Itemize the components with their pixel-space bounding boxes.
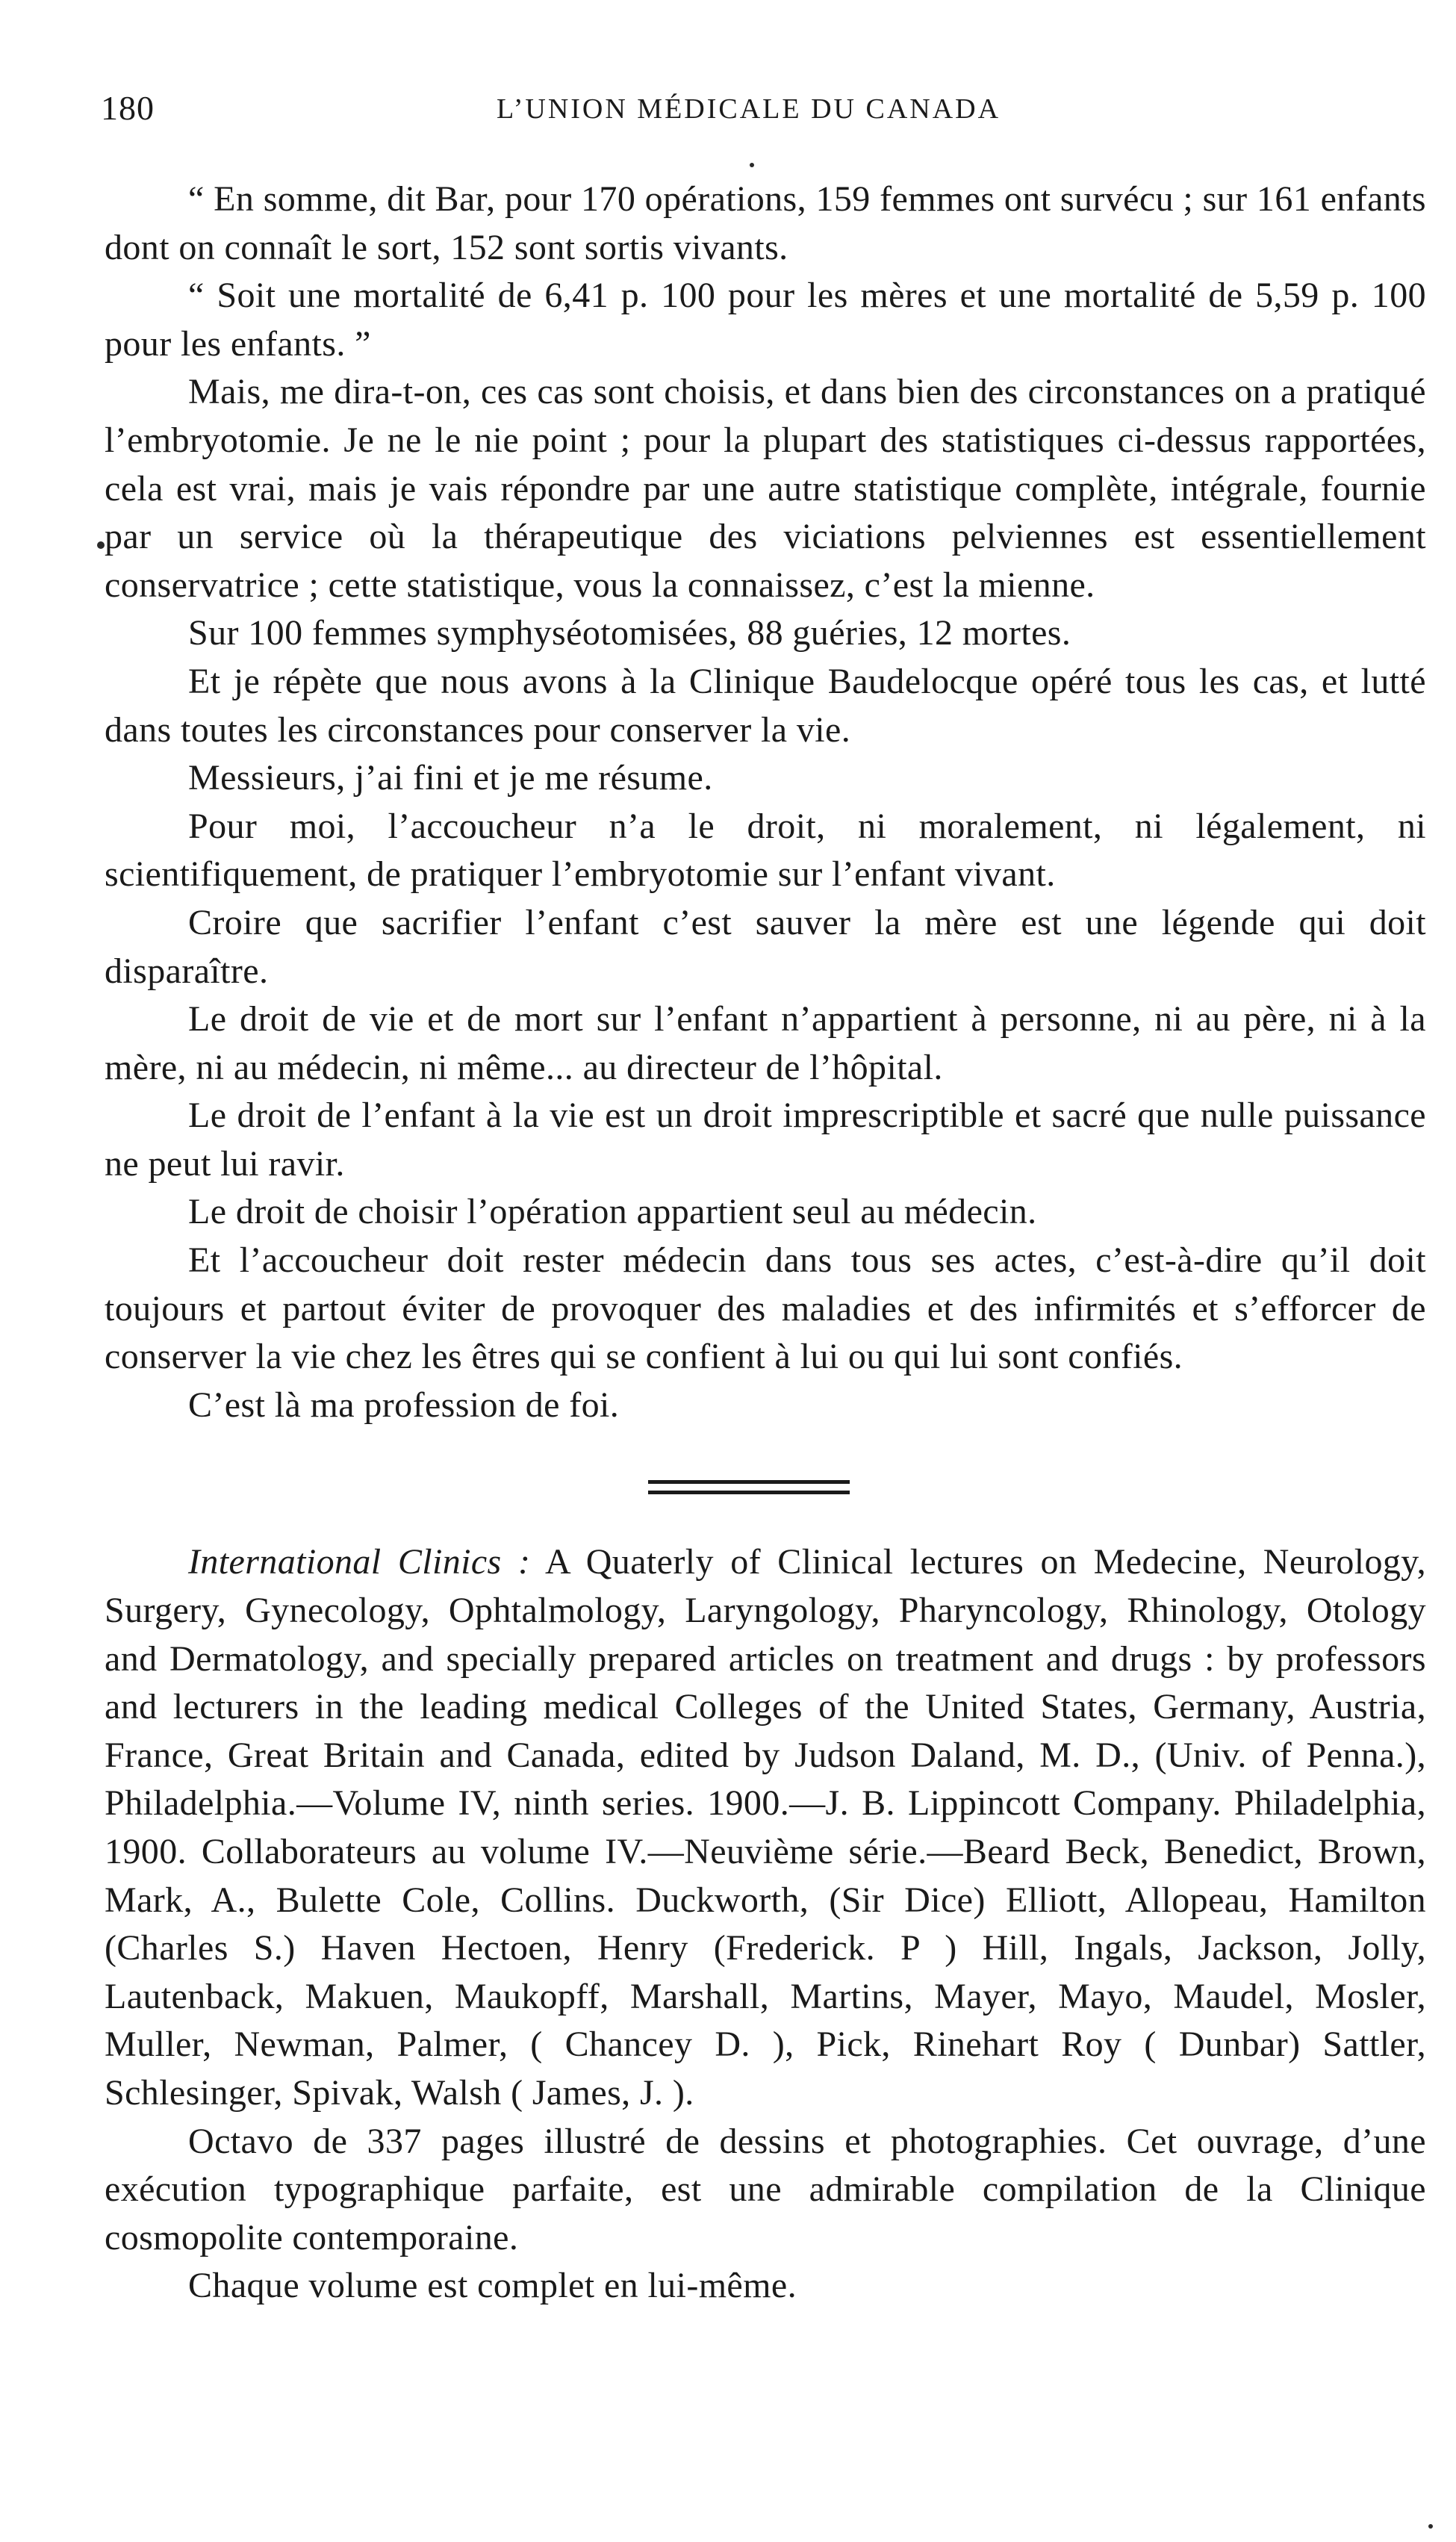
running-header bbox=[101, 88, 1430, 133]
paragraph: C’est là ma profession de foi. bbox=[188, 1385, 620, 1425]
paragraph: Et l’accoucheur doit rester médecin dans tous ses actes, c’est-à-dire qu’il doit toujours et partout éviter de provoquer des maladies et des infirmités et s’efforcer de conserver la vie chez les êtres qui se confient à lui ou qui lui sont confiés. bbox=[105, 1240, 1426, 1377]
paragraph: Et je répète que nous avons à la Clinique Baudelocque opéré tous les cas, et lutté dans toutes les circonstances pour conserver la vie. bbox=[105, 661, 1426, 750]
review-paragraph: Octavo de 337 pages illustré de dessins et photographies. Cet ouvrage, d’une exécution typographique parfaite, est une admirable compilation de la Clinique cosmopolite contemporaine. bbox=[105, 2121, 1426, 2257]
ink-speck bbox=[1428, 2524, 1433, 2529]
review-paragraph: Chaque volume est complet en lui-même. bbox=[188, 2266, 797, 2306]
divider-line bbox=[648, 1491, 850, 1494]
review-title: International Clinics : bbox=[188, 1542, 531, 1582]
article-body bbox=[105, 175, 1426, 2311]
paragraph: “ Soit une mortalité de 6,41 p. 100 pour les mères et une mortalité de 5,59 p. 100 pour les enfants. ” bbox=[105, 276, 1426, 364]
page-number: 180 bbox=[101, 89, 155, 127]
section-divider bbox=[105, 1449, 1426, 1538]
book-review bbox=[105, 1538, 1426, 2311]
paragraph: Mais, me dira-t-on, ces cas sont choisis, et dans bien des circonstances on a pratiqué l’embryotomie. Je ne le nie point ; pour la plupart des statistiques ci-dessus rapportées, cela est vrai, mais je vais répondre par une autre statistique complète, intégrale, fournie par un service où la thérapeutique des viciations pelviennes est essentiellement conservatrice ; cette statistique, vous la connaissez, c’est la mienne. bbox=[105, 372, 1426, 605]
paragraph: Messieurs, j’ai fini et je me résume. bbox=[188, 758, 713, 798]
paragraph: Croire que sacrifier l’enfant c’est sauver la mère est une légende qui doit disparaître. bbox=[105, 902, 1426, 991]
paragraph: Sur 100 femmes symphyséotomisées, 88 guéries, 12 mortes. bbox=[188, 613, 1071, 653]
paragraph: “ En somme, dit Bar, pour 170 opérations, 159 femmes ont survécu ; sur 161 enfants dont on connaît le sort, 152 sont sortis vivants. bbox=[105, 179, 1426, 267]
paragraph: Le droit de choisir l’opération appartient seul au médecin. bbox=[188, 1192, 1037, 1232]
journal-title: L’UNION MÉDICALE DU CANADA bbox=[497, 93, 1001, 125]
paragraph: Pour moi, l’accoucheur n’a le droit, ni moralement, ni légalement, ni scientifiquement, de pratiquer l’embryotomie sur l’enfant vivant. bbox=[105, 806, 1426, 895]
review-body: A Quaterly of Clinical lectures on Medecine, Neurology, Surgery, Gynecology, Ophtalmology, Laryngology, Pharyncology, Rhinology, Otology and Dermatology, and specially prepared articles on treatment and drugs : by professors and lecturers in the leading medical Colleges of the United States, Germany, Austria, France, Great Britain and Canada, edited by Judson Daland, M. D., (Univ. of Penna.), Philadelphia.—Volume IV, ninth series. 1900.—J. B. Lippincott Company. Philadelphia, 1900. Collaborateurs au volume IV.—Neuvième série.—Beard Beck, Benedict, Brown, Mark, A., Bulette Cole, Collins. Duckworth, (Sir Dice) Elliott, Allopeau, Hamilton (Charles S.) Haven Hectoen, Henry (Frederick. P ) Hill, Ingals, Jackson, Jolly, Lautenback, Makuen, Maukopff, Marshall, Martins, Mayer, Mayo, Maudel, Mosler, Muller, Newman, Palmer, ( Chancey D. ), Pick, Rinehart Roy ( Dunbar) Sattler, Schlesinger, Spivak, Walsh ( James, J. ). bbox=[105, 1542, 1426, 2113]
ink-speck bbox=[97, 541, 105, 549]
paragraph: Le droit de vie et de mort sur l’enfant n’appartient à personne, ni au père, ni à la mère, ni au médecin, ni même... au directeur de l’hôpital. bbox=[105, 999, 1426, 1087]
divider-line bbox=[648, 1480, 850, 1484]
review-entry bbox=[105, 1538, 1426, 2117]
paragraph: Le droit de l’enfant à la vie est un droit imprescriptible et sacré que nulle puissance ne peut lui ravir. bbox=[105, 1096, 1426, 1184]
ink-speck bbox=[750, 163, 754, 167]
